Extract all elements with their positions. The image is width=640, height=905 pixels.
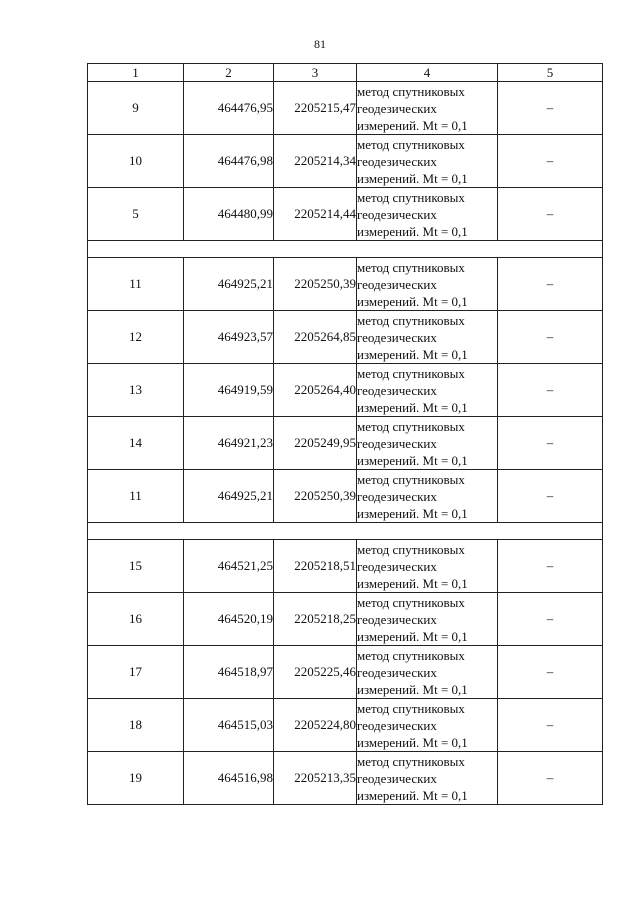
method-text-line: геодезических [357,329,437,345]
method-text-line: измерений. Mt = 0,1 [357,505,468,521]
table-header-row [88,64,603,82]
method-cell [357,188,498,241]
method-text-line: измерений. Mt = 0,1 [357,399,468,415]
method-text-line: измерений. Mt = 0,1 [357,452,468,468]
point-number-cell: 15 [88,540,184,593]
y-coordinate-cell: 2205218,25 [274,593,357,646]
method-text-line: метод спутниковых [357,541,465,557]
group-separator-cell [88,241,603,258]
method-cell [357,699,498,752]
x-coordinate-cell: 464520,19 [184,593,274,646]
note-cell: – [498,540,603,593]
y-coordinate-cell: 2205224,80 [274,699,357,752]
note-cell: – [498,752,603,805]
table-row [88,593,603,646]
point-number-cell: 16 [88,593,184,646]
method-text-line: метод спутниковых [357,136,465,152]
method-text-line: геодезических [357,153,437,169]
point-number-cell: 11 [88,470,184,523]
method-text-line: измерений. Mt = 0,1 [357,117,468,133]
method-text-line: геодезических [357,276,437,292]
note-cell: – [498,82,603,135]
table-row [88,311,603,364]
method-text-line: геодезических [357,717,437,733]
table-row [88,470,603,523]
method-text-line: метод спутниковых [357,312,465,328]
x-coordinate-cell: 464925,21 [184,470,274,523]
point-number-cell: 17 [88,646,184,699]
method-cell [357,593,498,646]
method-cell [357,135,498,188]
header-col-5: 5 [498,64,603,82]
method-text-line: измерений. Mt = 0,1 [357,346,468,362]
method-cell [357,540,498,593]
note-cell: – [498,364,603,417]
table-row [88,417,603,470]
method-text-line: метод спутниковых [357,647,465,663]
method-cell [357,470,498,523]
method-text-line: геодезических [357,611,437,627]
point-number-cell: 14 [88,417,184,470]
point-number-cell: 18 [88,699,184,752]
method-cell [357,752,498,805]
x-coordinate-cell: 464476,98 [184,135,274,188]
method-text-line: геодезических [357,770,437,786]
group-separator-row [88,241,603,258]
x-coordinate-cell: 464516,98 [184,752,274,805]
method-cell [357,646,498,699]
method-text-line: измерений. Mt = 0,1 [357,628,468,644]
method-cell [357,311,498,364]
group-separator-row [88,523,603,540]
point-number-cell: 13 [88,364,184,417]
note-cell: – [498,311,603,364]
x-coordinate-cell: 464476,95 [184,82,274,135]
table-row [88,646,603,699]
method-text-line: геодезических [357,664,437,680]
y-coordinate-cell: 2205250,39 [274,258,357,311]
method-text-line: геодезических [357,488,437,504]
x-coordinate-cell: 464923,57 [184,311,274,364]
method-cell [357,82,498,135]
page-number: 81 [314,37,326,51]
header-col-3: 3 [274,64,357,82]
point-number-cell: 5 [88,188,184,241]
header-col-1: 1 [88,64,184,82]
table-row [88,135,603,188]
note-cell: – [498,593,603,646]
table-row [88,258,603,311]
note-cell: – [498,135,603,188]
method-text-line: метод спутниковых [357,418,465,434]
method-cell [357,258,498,311]
group-separator-cell [88,523,603,540]
method-cell [357,417,498,470]
method-text-line: измерений. Mt = 0,1 [357,293,468,309]
method-text-line: метод спутниковых [357,753,465,769]
note-cell: – [498,417,603,470]
y-coordinate-cell: 2205264,85 [274,311,357,364]
method-text-line: геодезических [357,100,437,116]
method-text-line: метод спутниковых [357,594,465,610]
y-coordinate-cell: 2205225,46 [274,646,357,699]
coordinates-table [87,63,603,805]
method-text-line: измерений. Mt = 0,1 [357,681,468,697]
method-text-line: измерений. Mt = 0,1 [357,575,468,591]
method-text-line: измерений. Mt = 0,1 [357,223,468,239]
y-coordinate-cell: 2205249,95 [274,417,357,470]
x-coordinate-cell: 464925,21 [184,258,274,311]
y-coordinate-cell: 2205250,39 [274,470,357,523]
table-row [88,540,603,593]
table-row [88,699,603,752]
method-text-line: метод спутниковых [357,471,465,487]
y-coordinate-cell: 2205214,44 [274,188,357,241]
y-coordinate-cell: 2205264,40 [274,364,357,417]
table-row [88,82,603,135]
x-coordinate-cell: 464518,97 [184,646,274,699]
method-text-line: метод спутниковых [357,83,465,99]
method-text-line: геодезических [357,206,437,222]
header-col-4: 4 [357,64,498,82]
x-coordinate-cell: 464919,59 [184,364,274,417]
method-text-line: метод спутниковых [357,700,465,716]
y-coordinate-cell: 2205218,51 [274,540,357,593]
method-text-line: метод спутниковых [357,259,465,275]
method-cell [357,364,498,417]
point-number-cell: 12 [88,311,184,364]
x-coordinate-cell: 464480,99 [184,188,274,241]
point-number-cell: 9 [88,82,184,135]
method-text-line: метод спутниковых [357,189,465,205]
note-cell: – [498,646,603,699]
note-cell: – [498,258,603,311]
note-cell: – [498,470,603,523]
method-text-line: измерений. Mt = 0,1 [357,170,468,186]
method-text-line: геодезических [357,382,437,398]
method-text-line: геодезических [357,558,437,574]
y-coordinate-cell: 2205214,34 [274,135,357,188]
header-col-2: 2 [184,64,274,82]
y-coordinate-cell: 2205215,47 [274,82,357,135]
coordinates-table-body [88,64,603,805]
table-row [88,364,603,417]
note-cell: – [498,699,603,752]
x-coordinate-cell: 464521,25 [184,540,274,593]
x-coordinate-cell: 464515,03 [184,699,274,752]
point-number-cell: 10 [88,135,184,188]
x-coordinate-cell: 464921,23 [184,417,274,470]
point-number-cell: 11 [88,258,184,311]
point-number-cell: 19 [88,752,184,805]
method-text-line: измерений. Mt = 0,1 [357,734,468,750]
table-row [88,752,603,805]
note-cell: – [498,188,603,241]
method-text-line: метод спутниковых [357,365,465,381]
table-row [88,188,603,241]
method-text-line: геодезических [357,435,437,451]
y-coordinate-cell: 2205213,35 [274,752,357,805]
method-text-line: измерений. Mt = 0,1 [357,787,468,803]
